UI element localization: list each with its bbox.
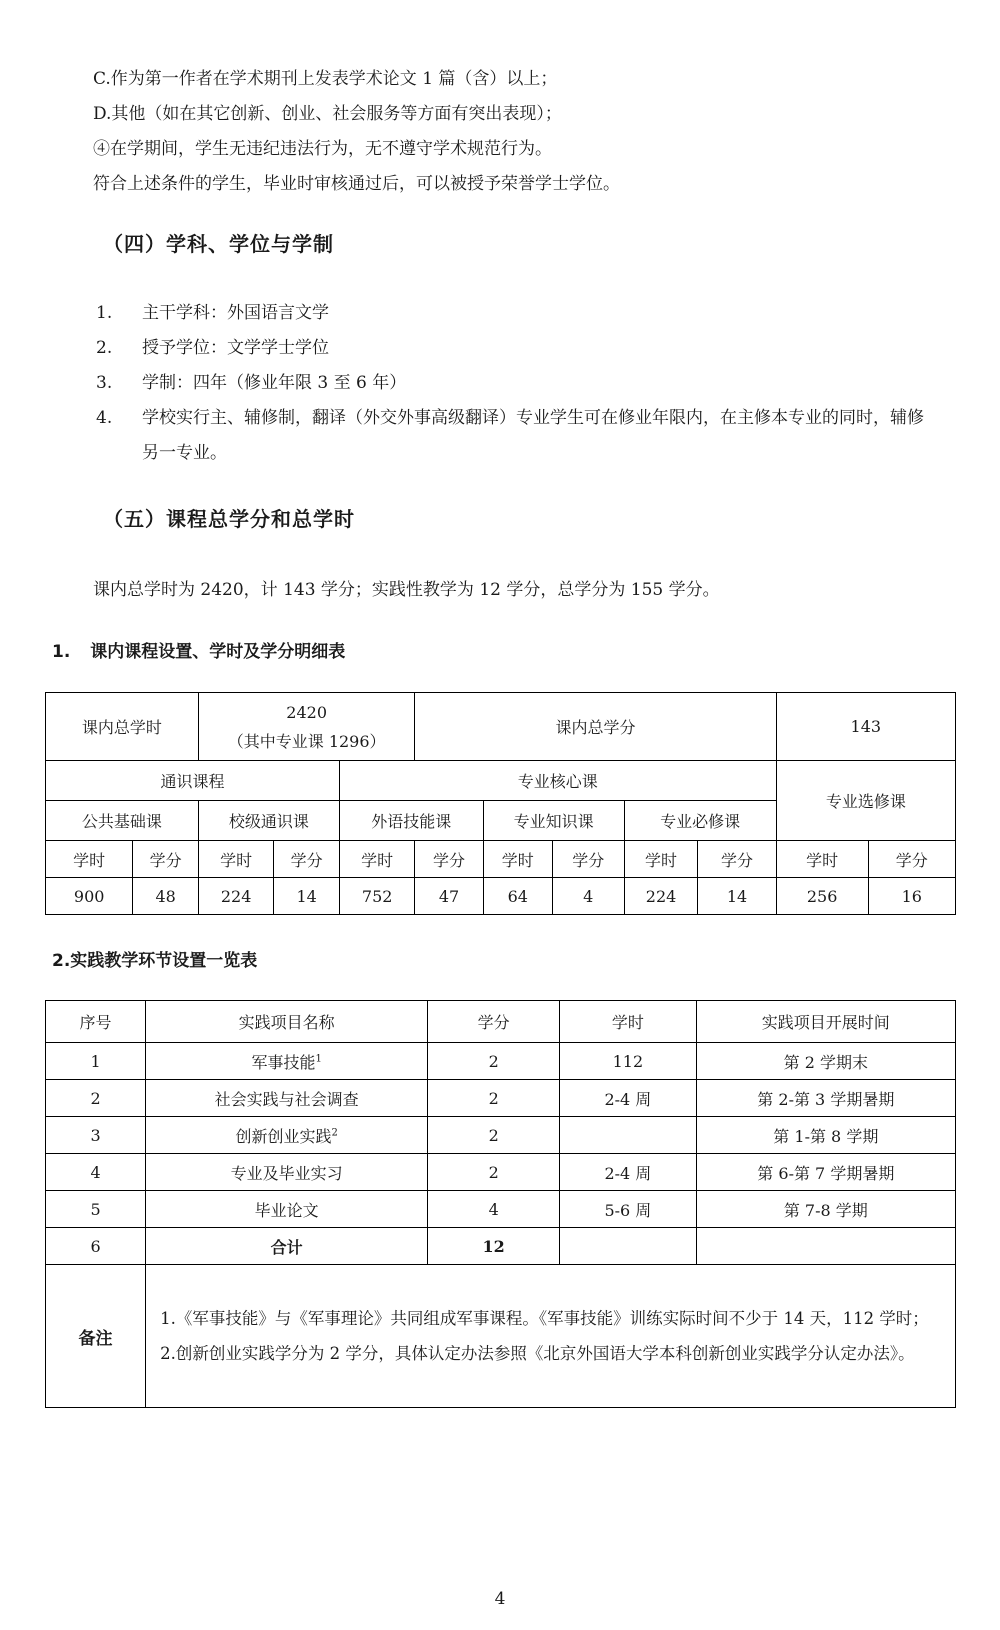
- section4-heading: （四）学科、学位与学制: [103, 232, 334, 256]
- footnote-marker: 2: [331, 1127, 338, 1139]
- category-major-required: 专业必修课: [624, 801, 776, 841]
- col-header-no: 序号: [46, 1001, 146, 1043]
- value-cell: 256: [776, 878, 868, 915]
- list-item-text: 学校实行主、辅修制，翻译（外交外事高级翻译）专业学生可在修业年限内，在主修本专业的同时，辅修另一专业。: [142, 408, 924, 463]
- row-name: [146, 1117, 428, 1154]
- unit-hours-label: 学时: [339, 841, 415, 878]
- value-cell: 47: [415, 878, 483, 915]
- list-item: [96, 331, 926, 366]
- unit-credits-label: 学分: [274, 841, 340, 878]
- intro-line-d: D.其他（如在其它创新、创业、社会服务等方面有突出表现）；: [93, 104, 562, 124]
- unit-hours-label: 学时: [624, 841, 698, 878]
- group-core-courses: 专业核心课: [339, 761, 776, 801]
- list-item: [96, 296, 926, 331]
- table-row: [46, 1117, 956, 1154]
- note-line-2: 2.创新创业实践学分为 2 学分，具体认定办法参照《北京外国语大学本科创新创业实践学分认定办法》。: [160, 1344, 915, 1363]
- row-time: 第 6-第 7 学期暑期: [696, 1154, 955, 1191]
- project-name: 专业及毕业实习: [230, 1163, 343, 1183]
- row-credits: 2: [428, 1154, 560, 1191]
- value-cell: 224: [624, 878, 698, 915]
- table-row: [46, 1191, 956, 1228]
- intro-line-final: 符合上述条件的学生，毕业时审核通过后，可以被授予荣誉学士学位。: [93, 174, 620, 194]
- intro-line-c: C.作为第一作者在学术期刊上发表学术论文 1 篇（含）以上；: [93, 69, 558, 89]
- row-hours: 112: [560, 1043, 697, 1080]
- unit-hours-label: 学时: [46, 841, 133, 878]
- unit-credits-label: 学分: [868, 841, 955, 878]
- list-item-text: 授予学位：文学学士学位: [142, 338, 329, 358]
- value-cell: 48: [133, 878, 199, 915]
- row-credits: 2: [428, 1043, 560, 1080]
- row-credits-total: 12: [428, 1228, 560, 1265]
- section5-heading: （五）课程总学分和总学时: [103, 507, 355, 531]
- category-major-knowledge: 专业知识课: [483, 801, 624, 841]
- table1-caption-number: 1.: [52, 642, 71, 662]
- table-row: [46, 1154, 956, 1191]
- value-cell: 752: [339, 878, 415, 915]
- group-elective-courses: 专业选修课: [776, 761, 955, 841]
- category-language-skills: 外语技能课: [339, 801, 483, 841]
- value-cell: 900: [46, 878, 133, 915]
- table1-caption: [52, 637, 345, 662]
- row-no: 5: [46, 1191, 146, 1228]
- project-name: 创新创业实践: [235, 1126, 332, 1146]
- row-no: 3: [46, 1117, 146, 1154]
- row-name: [146, 1154, 428, 1191]
- unit-hours-label: 学时: [483, 841, 552, 878]
- unit-credits-label: 学分: [415, 841, 483, 878]
- table2-caption: 2.实践教学环节设置一览表: [52, 951, 258, 971]
- row-name: [146, 1080, 428, 1117]
- row-hours: 2-4 周: [560, 1080, 697, 1117]
- unit-hours-label: 学时: [776, 841, 868, 878]
- unit-credits-label: 学分: [698, 841, 776, 878]
- row-time: 第 7-8 学期: [696, 1191, 955, 1228]
- row-name-total: 合计: [146, 1228, 428, 1265]
- section5-paragraph: 课内总学时为 2420，计 143 学分；实践性教学为 12 学分，总学分为 155 学分。: [93, 580, 720, 600]
- section4-list: [96, 296, 926, 471]
- value-cell: 4: [552, 878, 624, 915]
- category-public-basic: 公共基础课: [46, 801, 199, 841]
- col-header-time: 实践项目开展时间: [696, 1001, 955, 1043]
- value-cell: 64: [483, 878, 552, 915]
- list-item-text: 主干学科：外国语言文学: [142, 303, 329, 323]
- list-item: [96, 401, 926, 471]
- unit-credits-label: 学分: [552, 841, 624, 878]
- unit-credits-label: 学分: [133, 841, 199, 878]
- list-item: [96, 366, 926, 401]
- value-cell: 14: [274, 878, 340, 915]
- value-cell: 16: [868, 878, 955, 915]
- list-item-number: 4.: [96, 408, 113, 428]
- list-item-text: 学制：四年（修业年限 3 至 6 年）: [142, 373, 407, 393]
- total-credits-label: 课内总学分: [415, 693, 776, 761]
- row-hours: [560, 1228, 697, 1265]
- list-item-number: 2.: [96, 338, 113, 358]
- intro-paragraph: [93, 62, 923, 202]
- list-item-number: 3.: [96, 373, 113, 393]
- table-row: [46, 1043, 956, 1080]
- course-hours-credits-table: [45, 692, 956, 915]
- group-general-courses: 通识课程: [46, 761, 340, 801]
- row-hours: 5-6 周: [560, 1191, 697, 1228]
- row-no: 1: [46, 1043, 146, 1080]
- table-row: [46, 1080, 956, 1117]
- value-cell: 14: [698, 878, 776, 915]
- notes-content: [146, 1265, 956, 1408]
- project-name: 社会实践与社会调查: [214, 1089, 359, 1109]
- footnote-marker: 1: [315, 1053, 322, 1065]
- row-time: [696, 1228, 955, 1265]
- row-credits: 2: [428, 1117, 560, 1154]
- row-name: [146, 1191, 428, 1228]
- table-row-total: [46, 1228, 956, 1265]
- total-hours-label: 课内总学时: [46, 693, 199, 761]
- list-item-number: 1.: [96, 303, 113, 323]
- col-header-hours: 学时: [560, 1001, 697, 1043]
- practice-teaching-table: [45, 1000, 956, 1408]
- row-credits: 2: [428, 1080, 560, 1117]
- table1-caption-text: 课内课程设置、学时及学分明细表: [90, 642, 346, 662]
- row-credits: 4: [428, 1191, 560, 1228]
- category-school-general: 校级通识课: [198, 801, 339, 841]
- row-time: 第 1-第 8 学期: [696, 1117, 955, 1154]
- note-line-1: 1.《军事技能》与《军事理论》共同组成军事课程。《军事技能》训练实际时间不少于 14 天，112 学时；: [160, 1309, 929, 1328]
- row-hours: 2-4 周: [560, 1154, 697, 1191]
- value-cell: 224: [198, 878, 274, 915]
- total-hours-detail: （其中专业课 1296）: [227, 731, 386, 751]
- notes-label: 备注: [46, 1265, 146, 1408]
- row-no: 4: [46, 1154, 146, 1191]
- row-time: 第 2 学期末: [696, 1043, 955, 1080]
- total-credits-value: 143: [776, 693, 955, 761]
- table-row-notes: [46, 1265, 956, 1408]
- intro-line-4: ④在学期间，学生无违纪违法行为，无不遵守学术规范行为。: [93, 139, 552, 159]
- total-hours-number: 2420: [286, 702, 327, 722]
- col-header-credits: 学分: [428, 1001, 560, 1043]
- total-hours-value: [198, 693, 415, 761]
- col-header-project-name: 实践项目名称: [146, 1001, 428, 1043]
- row-no: 6: [46, 1228, 146, 1265]
- row-hours: [560, 1117, 697, 1154]
- unit-hours-label: 学时: [198, 841, 274, 878]
- page-number: 4: [494, 1589, 506, 1609]
- row-time: 第 2-第 3 学期暑期: [696, 1080, 955, 1117]
- project-name: 军事技能: [251, 1052, 316, 1072]
- project-name: 毕业论文: [254, 1200, 319, 1220]
- row-no: 2: [46, 1080, 146, 1117]
- row-name: [146, 1043, 428, 1080]
